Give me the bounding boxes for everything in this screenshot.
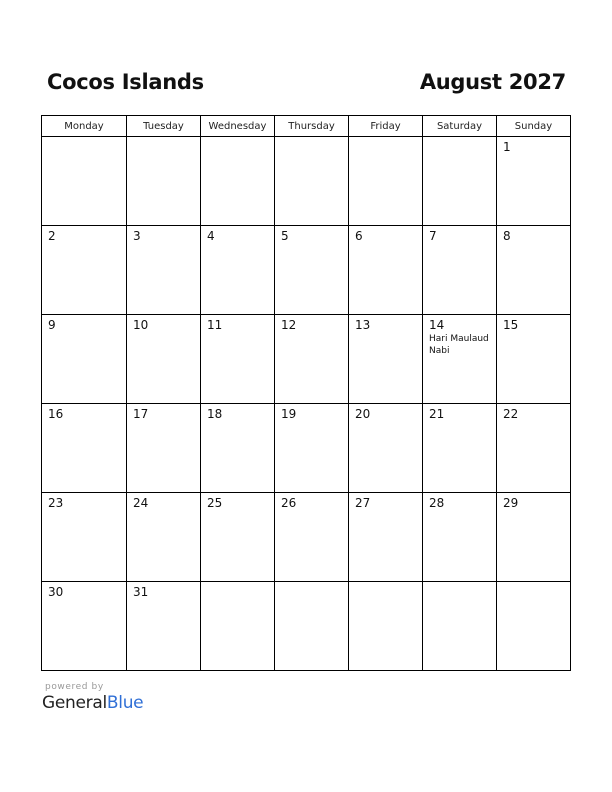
calendar-week-row — [42, 137, 571, 226]
calendar-day-cell — [127, 493, 201, 582]
calendar-day-cell — [349, 582, 423, 671]
calendar-day-cell — [127, 137, 201, 226]
day-number: 21 — [429, 407, 445, 421]
day-number: 4 — [207, 229, 215, 243]
calendar-day-cell — [423, 137, 497, 226]
calendar-week-row — [42, 582, 571, 671]
calendar-day-cell — [201, 404, 275, 493]
day-number: 2 — [48, 229, 56, 243]
weekday-friday: Friday — [349, 116, 423, 137]
month-year-title: August 2027 — [419, 70, 566, 94]
calendar-day-cell — [349, 315, 423, 404]
calendar-day-cell — [423, 582, 497, 671]
calendar-day-cell — [42, 493, 127, 582]
calendar-day-cell — [42, 315, 127, 404]
weekday-wednesday: Wednesday — [201, 116, 275, 137]
calendar-day-cell — [201, 493, 275, 582]
calendar-day-cell — [127, 404, 201, 493]
calendar-day-cell — [497, 404, 571, 493]
day-number: 1 — [503, 140, 511, 154]
weekday-thursday: Thursday — [275, 116, 349, 137]
day-number: 3 — [133, 229, 141, 243]
calendar-day-cell — [349, 404, 423, 493]
day-number: 20 — [355, 407, 371, 421]
day-number — [423, 582, 496, 585]
generalblue-logo — [42, 693, 143, 713]
day-number: 18 — [207, 407, 223, 421]
calendar-week-row — [42, 404, 571, 493]
powered-by-label: powered by — [45, 682, 104, 692]
calendar-week-row — [42, 226, 571, 315]
day-number: 11 — [207, 318, 223, 332]
calendar-day-cell — [497, 582, 571, 671]
country-title: Cocos Islands — [47, 70, 204, 94]
calendar-day-cell — [423, 404, 497, 493]
calendar-day-cell — [275, 315, 349, 404]
day-number: 28 — [429, 496, 445, 510]
day-number: 9 — [48, 318, 56, 332]
calendar-day-cell — [349, 493, 423, 582]
calendar-day-cell — [497, 137, 571, 226]
calendar-day-cell — [42, 226, 127, 315]
calendar-day-cell — [497, 493, 571, 582]
calendar-day-cell — [42, 582, 127, 671]
calendar-day-cell — [127, 226, 201, 315]
calendar-day-cell — [497, 315, 571, 404]
calendar-day-cell — [127, 315, 201, 404]
day-number — [201, 582, 274, 585]
day-number: 17 — [133, 407, 149, 421]
calendar-day-cell — [201, 315, 275, 404]
calendar-day-cell — [349, 137, 423, 226]
day-number — [497, 582, 570, 585]
day-number: 29 — [503, 496, 519, 510]
day-number: 6 — [355, 229, 363, 243]
day-number: 5 — [281, 229, 289, 243]
calendar-day-cell — [275, 582, 349, 671]
weekday-sunday: Sunday — [497, 116, 571, 137]
calendar-day-cell — [275, 493, 349, 582]
weekday-saturday: Saturday — [423, 116, 497, 137]
day-number: 25 — [207, 496, 223, 510]
weekday-monday: Monday — [42, 116, 127, 137]
brand-general-text: General — [42, 693, 107, 713]
day-number: 22 — [503, 407, 519, 421]
day-number — [349, 137, 422, 140]
day-number: 26 — [281, 496, 297, 510]
brand-blue-text: Blue — [106, 693, 144, 713]
calendar-week-row — [42, 493, 571, 582]
weekday-header-row — [42, 116, 571, 137]
calendar-day-cell — [201, 582, 275, 671]
day-number — [201, 137, 274, 140]
day-number: 24 — [133, 496, 149, 510]
day-number: 16 — [48, 407, 64, 421]
day-number — [127, 137, 200, 140]
day-number — [275, 582, 348, 585]
day-number: 19 — [281, 407, 297, 421]
calendar-day-cell — [127, 582, 201, 671]
day-number: 27 — [355, 496, 371, 510]
calendar-day-cell — [42, 404, 127, 493]
weekday-tuesday: Tuesday — [127, 116, 201, 137]
calendar-day-cell — [42, 137, 127, 226]
day-number — [42, 137, 126, 140]
calendar-day-cell — [275, 226, 349, 315]
day-number: 14 — [429, 318, 445, 332]
day-number — [275, 137, 348, 140]
calendar-grid — [41, 115, 571, 671]
calendar-day-cell — [497, 226, 571, 315]
calendar-day-cell — [275, 137, 349, 226]
day-number: 7 — [429, 229, 437, 243]
day-number: 30 — [48, 585, 64, 599]
day-number: 23 — [48, 496, 64, 510]
calendar-day-cell — [201, 137, 275, 226]
day-number — [423, 137, 496, 140]
holiday-label: Hari Maulaud Nabi — [429, 334, 489, 356]
calendar-day-cell — [275, 404, 349, 493]
day-number — [349, 582, 422, 585]
calendar-day-cell — [349, 226, 423, 315]
calendar-day-cell — [423, 315, 497, 404]
day-number: 8 — [503, 229, 511, 243]
day-number: 12 — [281, 318, 297, 332]
calendar-day-cell — [201, 226, 275, 315]
day-number: 31 — [133, 585, 149, 599]
day-number: 10 — [133, 318, 149, 332]
day-number: 15 — [503, 318, 519, 332]
calendar-week-row — [42, 315, 571, 404]
day-number: 13 — [355, 318, 371, 332]
calendar-day-cell — [423, 226, 497, 315]
calendar-day-cell — [423, 493, 497, 582]
